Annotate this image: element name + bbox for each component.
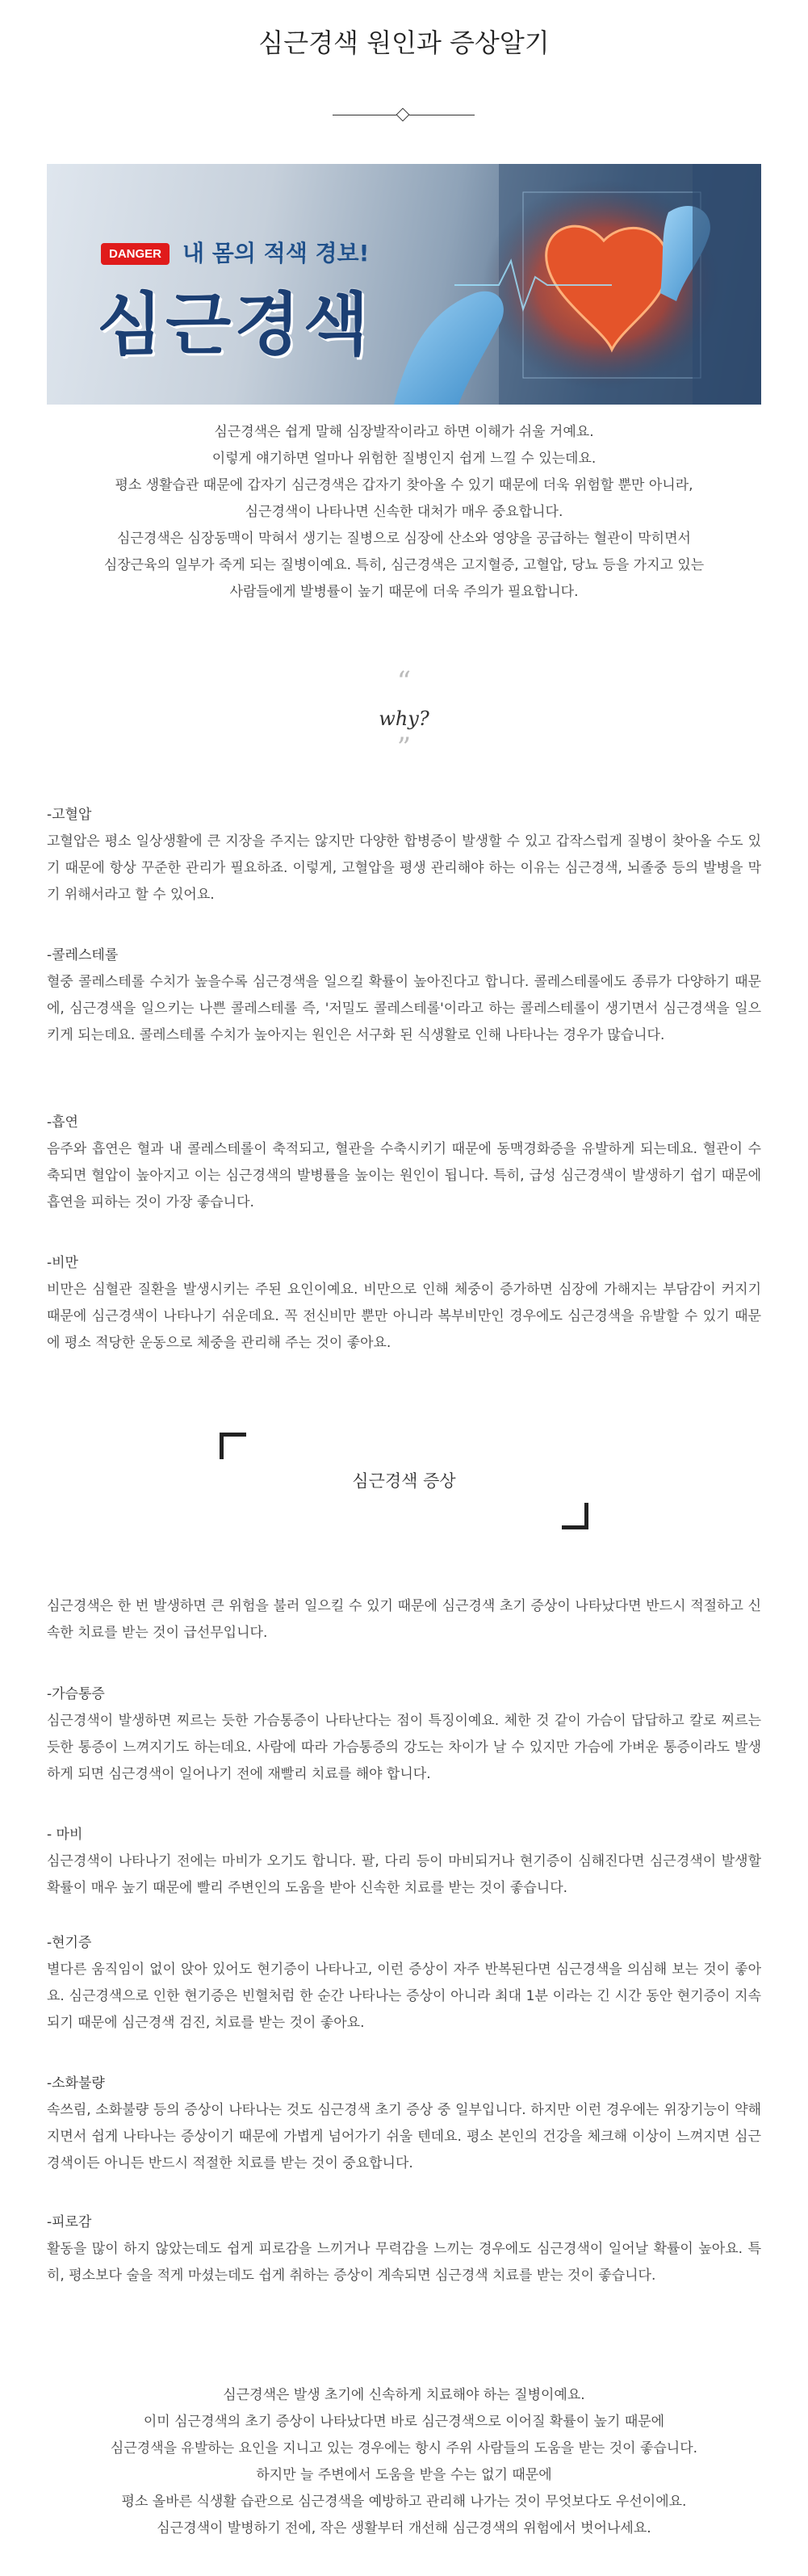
cause-body: 고혈압은 평소 일상생활에 큰 지장을 주지는 않지만 다양한 합병증이 발생할 수 있고 갑작스럽게 질병이 찾아올 수도 있기 때문에 항상 꾸준한 관리가 필요하죠. 이렇게, 고혈압을 평생 관리해야 하는 이유는 심근경색, 뇌졸중 등의 발병을 막기 위해서라고 할 수 있어요.	[47, 833, 761, 903]
frame-corner-bottom-right	[562, 1503, 588, 1529]
cause-body: 음주와 흡연은 혈과 내 콜레스테롤이 축적되고, 혈관을 수축시키기 때문에 동맥경화증을 유발하게 되는데요. 혈관이 수축되면 혈압이 높아지고 이는 심근경색의 발병률을 높이는 원인이 됩니다. 특히, 급성 심근경색이 발생하기 쉽기 때문에 흡연을 피하는 것이 가장 좋습니다.	[47, 1141, 761, 1210]
hero-banner-image	[47, 164, 761, 405]
symptom-heading: -가슴통증	[47, 1686, 105, 1702]
symptoms-section-title-frame	[220, 1433, 588, 1529]
intro-line: 이렇게 얘기하면 얼마나 위험한 질병인지 쉽게 느낄 수 있는데요.	[211, 451, 597, 467]
outro-line: 심근경색을 유발하는 요인을 지니고 있는 경우에는 항시 주위 사람들의 도움을 받는 것이 좋습니다.	[110, 2440, 698, 2456]
symptom-heading: -피로감	[47, 2214, 92, 2230]
cause-section-obesity	[47, 1250, 761, 1357]
cause-heading: -비만	[47, 1255, 78, 1271]
symptom-section-chest-pain	[47, 1681, 761, 1788]
symptom-body: 속쓰림, 소화불량 등의 증상이 나타나는 것도 심근경색 초기 증상 중 일부입니다. 하지만 이런 경우에는 위장기능이 약해지면서 쉽게 나타나는 증상이기 때문에 가볍게 넘어가기 쉬울 텐데요. 평소 본인의 건강을 체크해 이상이 느껴지면 심근경색이든 아니든 반드시 적절한 치료를 받는 것이 중요합니다.	[47, 2102, 761, 2171]
outro-line: 심근경색이 발병하기 전에, 작은 생활부터 개선해 심근경색의 위험에서 벗어나세요.	[157, 2520, 651, 2536]
why-heading: why?	[379, 707, 429, 730]
symptom-heading: - 마비	[47, 1827, 83, 1843]
banner-tagline: 내 몸의 적색 경보!	[182, 240, 370, 266]
cause-section-hypertension	[47, 802, 761, 908]
page-title: 심근경색 원인과 증상알기	[258, 27, 550, 58]
symptom-heading: -소화불량	[47, 2075, 105, 2091]
open-quote-icon: “	[396, 665, 412, 698]
outro-line: 이미 심근경색의 초기 증상이 나타났다면 바로 심근경색으로 이어질 확률이 높기 때문에	[143, 2414, 665, 2430]
symptom-body: 활동을 많이 하지 않았는데도 쉽게 피로감을 느끼거나 무력감을 느끼는 경우에도 심근경색이 일어날 확률이 높아요. 특히, 평소보다 술을 적게 마셨는데도 쉽게 취하는 증상이 계속되면 심근경색 치료를 받는 것이 좋습니다.	[47, 2241, 761, 2284]
intro-line: 심장근육의 일부가 죽게 되는 질병이예요. 특히, 심근경색은 고지혈증, 고혈압, 당뇨 등을 가지고 있는	[103, 557, 705, 573]
symptom-section-paralysis	[47, 1822, 761, 1902]
symptom-body: 심근경색이 발생하면 찌르는 듯한 가슴통증이 나타난다는 점이 특징이예요. 체한 것 같이 가슴이 답답하고 칼로 찌르는 듯한 통증이 느껴지기도 하는데요. 사람에 따라 가슴통증의 강도는 차이가 날 수 있지만 가슴에 가벼운 통증이라도 발생하게 되면 심근경색이 일어나기 전에 재빨리 치료를 해야 합니다.	[47, 1713, 761, 1782]
intro-line: 심근경색은 심장동맥이 막혀서 생기는 질병으로 심장에 산소와 영양을 공급하는 혈관이 막히면서	[117, 531, 691, 547]
title-divider	[333, 110, 475, 121]
cause-heading: -콜레스테롤	[47, 947, 119, 963]
divider-diamond-icon	[396, 108, 410, 122]
symptom-body: 심근경색이 나타나기 전에는 마비가 오기도 합니다. 팔, 다리 등이 마비되거나 현기증이 심해진다면 심근경색이 발생할 확률이 매우 높기 때문에 빨리 주변인의 도움을 받아 신속한 치료를 받는 것이 좋습니다.	[47, 1853, 761, 1896]
intro-line: 사람들에게 발병률이 높기 때문에 더욱 주의가 필요합니다.	[229, 584, 579, 600]
cause-body: 비만은 심혈관 질환을 발생시키는 주된 요인이예요. 비만으로 인해 체중이 증가하면 심장에 가해지는 부담감이 커지기 때문에 심근경색이 나타나기 쉬운데요. 꼭 전신비만 뿐만 아니라 복부비만인 경우에도 심근경색을 유발할 수 있기 때문에 평소 적당한 운동으로 체중을 관리해 주는 것이 좋아요.	[47, 1282, 761, 1351]
cause-section-smoking	[47, 1110, 761, 1216]
cause-heading: -고혈압	[47, 807, 92, 823]
cause-heading: -흡연	[47, 1114, 78, 1131]
symptom-section-dizziness	[47, 1930, 761, 2037]
intro-line: 심근경색은 쉽게 말해 심장발작이라고 하면 이해가 쉬울 거예요.	[214, 424, 594, 440]
close-quote-icon: ”	[396, 732, 412, 764]
intro-paragraph	[0, 419, 808, 606]
symptom-section-indigestion	[47, 2070, 761, 2177]
frame-corner-top-left	[220, 1433, 246, 1459]
intro-line: 심근경색이 나타나면 신속한 대처가 매우 중요합니다.	[245, 504, 563, 520]
symptom-body: 별다른 움직임이 없이 앉아 있어도 현기증이 나타나고, 이런 증상이 자주 반복된다면 심근경색을 의심해 보는 것이 좋아요. 심근경색으로 인한 현기증은 빈혈처럼 한 순간 나타나는 증상이 아니라 최대 1분 이라는 긴 시간 동안 현기증이 지속되기 때문에 심근경색 검진, 치료를 받는 것이 좋아요.	[47, 1961, 761, 2031]
cause-section-cholesterol	[47, 942, 761, 1049]
outro-line: 평소 올바른 식생활 습관으로 심근경색을 예방하고 관리해 나가는 것이 무엇보다도 우선이에요.	[121, 2494, 687, 2510]
outro-line: 하지만 늘 주변에서 도움을 받을 수는 없기 때문에	[256, 2467, 552, 2483]
symptoms-intro	[47, 1593, 761, 1647]
intro-line: 평소 생활습관 때문에 갑자기 심근경색은 갑자기 찾아올 수 있기 때문에 더욱 위험할 뿐만 아니라,	[115, 477, 693, 493]
outro-paragraph	[0, 2382, 808, 2542]
danger-badge: DANGER	[101, 243, 170, 265]
cause-body: 혈중 콜레스테롤 수치가 높을수록 심근경색을 일으킬 확률이 높아진다고 합니다. 콜레스테롤에도 종류가 다양하기 때문에, 심근경색을 일으키는 나쁜 콜레스테롤 즉, '저밀도 콜레스테롤'이라고 하는 콜레스테롤이 생기면서 심근경색을 일으키게 되는데요. 콜레스테롤 수치가 높아지는 원인은 서구화 된 식생활로 인해 나타나는 경우가 많습니다.	[47, 974, 761, 1043]
symptoms-intro-text: 심근경색은 한 번 발생하면 큰 위험을 불러 일으킬 수 있기 때문에 심근경색 초기 증상이 나타났다면 반드시 적절하고 신속한 치료를 받는 것이 급선무입니다.	[47, 1598, 761, 1641]
symptom-heading: -현기증	[47, 1935, 92, 1951]
symptom-section-fatigue	[47, 2209, 761, 2289]
symptoms-title: 심근경색 증상	[352, 1471, 456, 1491]
left-gloved-hand	[394, 292, 504, 405]
banner-heading: 심근경색	[97, 285, 372, 364]
outro-line: 심근경색은 발생 초기에 신속하게 치료해야 하는 질병이예요.	[223, 2387, 585, 2403]
